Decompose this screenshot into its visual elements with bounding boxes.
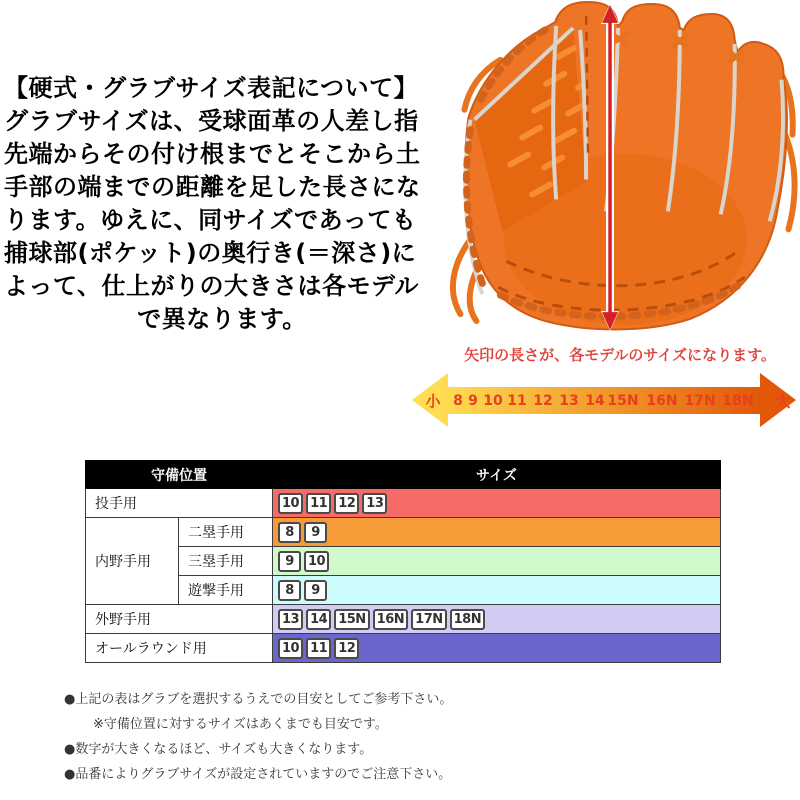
size-badge: 11 [306,493,331,514]
intro-line: 捕球部(ポケット)の奥行き(＝深さ)に [4,239,417,267]
footnote-line: ●数字が大きくなるほど、サイズも大きくなります。 [64,742,373,757]
size-badge: 17N [411,609,446,630]
col-header-size: サイズ [273,461,721,489]
size-cell [273,634,721,663]
intro-line: ります。ゆえに、同サイズであっても [4,206,417,234]
scale-label: 14 [585,393,605,409]
scale-label: 9 [468,393,478,409]
size-badge: 10 [304,551,329,572]
size-cell [273,489,721,518]
scale-label: 16N [646,393,678,409]
footnotes [64,691,452,791]
scale-label: 17N [684,393,716,409]
scale-label: 8 [453,393,463,409]
position-label: 外野手用 [86,605,273,634]
table-row-all-round [86,634,721,663]
intro-line: よって、仕上がりの大きさは各モデル [4,272,419,300]
size-cell [273,547,721,576]
size-badge: 9 [278,551,301,572]
size-badge: 14 [306,609,331,630]
arrow-caption: 矢印の長さが、各モデルのサイズになります。 [464,346,776,364]
intro-text-block [4,72,440,336]
size-table [85,460,721,663]
size-cell [273,576,721,605]
scale-label: 10 [483,393,503,409]
size-badge: 10 [278,493,303,514]
size-badge: 12 [334,493,359,514]
intro-line: で異なります。 [137,305,307,333]
scale-label: 18N [722,393,754,409]
size-badge: 16N [373,609,408,630]
intro-heading: 【硬式・グラブサイズ表記について】 [4,74,419,102]
intro-line: 手部の端までの距離を足した長さにな [4,173,421,201]
size-cell [273,605,721,634]
size-badge: 13 [278,609,303,630]
position-group-label: 内野手用 [86,518,179,605]
size-badge: 12 [334,638,359,659]
footnote-line: ※守備位置に対するサイズはあくまでも目安です。 [93,717,388,732]
footnote-line: ●品番によりグラブサイズが設定されていますのでご注意下さい。 [64,767,452,782]
intro-line: グラブサイズは、受球面革の人差し指 [4,107,419,135]
table-row-second-base [86,518,721,547]
table-row-outfielder [86,605,721,634]
size-badge: 10 [278,638,303,659]
glove-illustration [440,0,800,344]
scale-label: 12 [533,393,553,409]
scale-label: 大 [775,392,791,411]
scale-label: 15N [607,393,639,409]
size-badge: 8 [278,522,301,543]
position-label: 三塁手用 [179,547,273,576]
size-badge: 11 [306,638,331,659]
size-badge: 9 [304,522,327,543]
scale-label: 小 [425,392,441,411]
size-cell [273,518,721,547]
scale-label: 13 [559,393,579,409]
table-row-pitcher [86,489,721,518]
footnote-line: ●上記の表はグラブを選択するうえでの目安としてご参考下さい。 [64,692,453,707]
table-row-third-base [86,547,721,576]
size-scale-arrow [412,371,796,429]
size-badge: 9 [304,580,327,601]
intro-line: 先端からその付け根までとそこから土 [4,140,421,168]
size-badge: 13 [362,493,387,514]
intro-paragraph [4,105,440,336]
col-header-position: 守備位置 [86,461,273,489]
scale-label: 11 [507,393,527,409]
position-label: 投手用 [86,489,273,518]
size-badge: 8 [278,580,301,601]
glove-svg [440,0,800,344]
table-row-shortstop [86,576,721,605]
table-header-row [86,461,721,489]
size-badge: 15N [334,609,369,630]
position-label: 遊撃手用 [179,576,273,605]
size-badge: 18N [450,609,485,630]
position-label: 二塁手用 [179,518,273,547]
position-label: オールラウンド用 [86,634,273,663]
